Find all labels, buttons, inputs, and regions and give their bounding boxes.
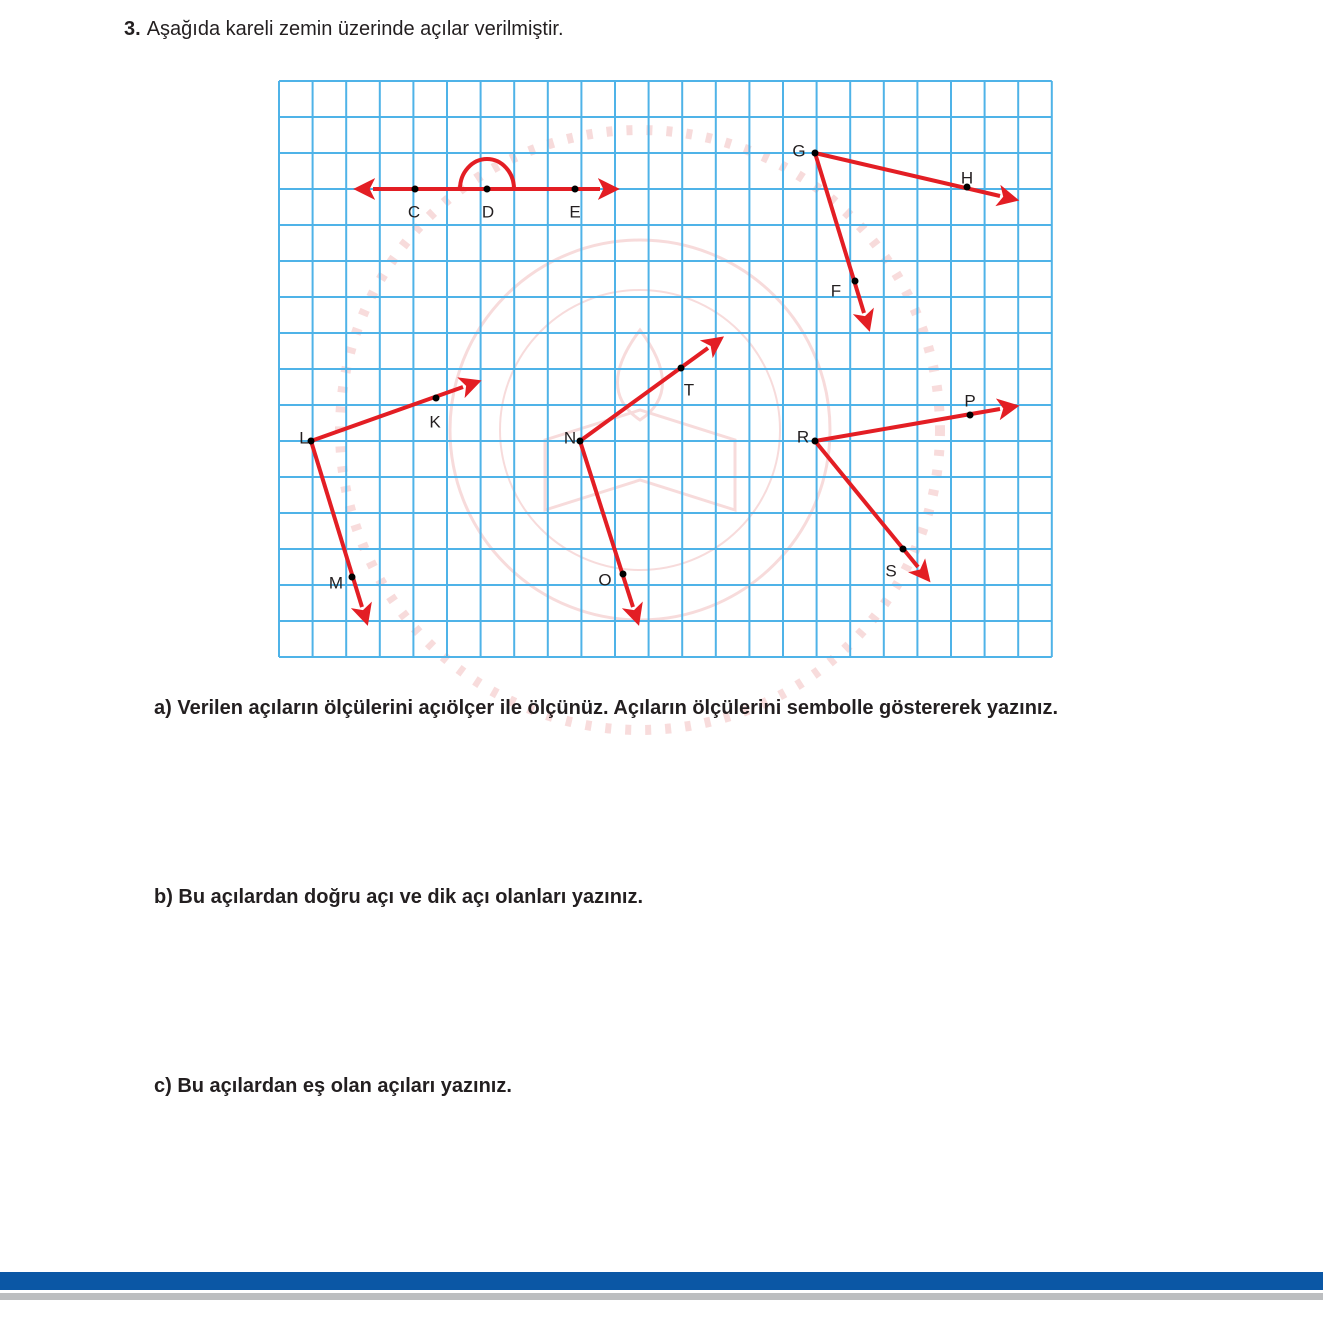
- angle-arc-cde: [460, 159, 514, 189]
- point-c-dot: [412, 186, 419, 193]
- question-text: Aşağıda kareli zemin üzerinde açılar verilmiştir.: [146, 18, 564, 40]
- square-grid: [279, 81, 1052, 657]
- footer-bar-secondary: [0, 1293, 1323, 1300]
- point-s-dot: [900, 546, 907, 553]
- point-d-dot: [484, 186, 491, 193]
- angle-points: [299, 142, 975, 593]
- point-r-dot: [812, 438, 819, 445]
- point-d-label: D: [481, 202, 495, 222]
- point-r-label: R: [796, 427, 810, 447]
- point-e-label: E: [569, 202, 581, 222]
- point-t-label: T: [683, 380, 695, 400]
- point-f-dot: [852, 278, 859, 285]
- point-l-label: L: [299, 428, 309, 448]
- point-t-dot: [678, 365, 685, 372]
- point-g-dot: [812, 150, 819, 157]
- point-e-dot: [572, 186, 579, 193]
- point-m-label: M: [328, 573, 344, 593]
- point-p-label: P: [964, 391, 976, 411]
- point-n-dot: [577, 438, 584, 445]
- question-number: 3.: [124, 18, 141, 40]
- task-a: a) Verilen açıların ölçülerini açıölçer ile ölçünüz. Açıların ölçülerini sembolle göstererek yazınız.: [154, 697, 1059, 719]
- footer-bar-primary: [0, 1272, 1323, 1290]
- task-b: b) Bu açılardan doğru açı ve dik açı olanları yazınız.: [154, 886, 644, 908]
- point-o-dot: [620, 571, 627, 578]
- point-k-label: K: [429, 412, 441, 432]
- point-f-label: F: [830, 281, 842, 301]
- point-p-dot: [967, 412, 974, 419]
- point-o-label: O: [598, 570, 612, 590]
- point-s-label: S: [885, 561, 897, 581]
- point-g-label: G: [792, 141, 806, 161]
- point-k-dot: [433, 395, 440, 402]
- point-m-dot: [349, 574, 356, 581]
- point-n-label: N: [563, 428, 577, 448]
- point-c-label: C: [407, 202, 421, 222]
- task-c: c) Bu açılardan eş olan açıları yazınız.: [154, 1075, 512, 1097]
- point-h-label: H: [960, 168, 974, 188]
